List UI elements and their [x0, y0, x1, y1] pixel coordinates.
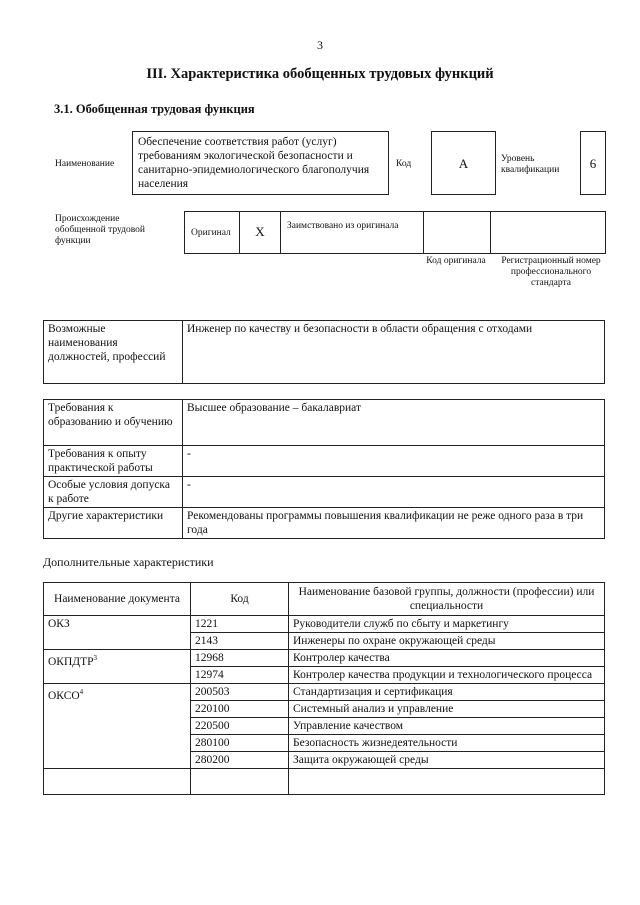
section-title: III. Характеристика обобщенных трудовых функций	[146, 66, 494, 82]
name-cell: Стандартизация и сертификация	[289, 684, 605, 701]
code-cell: 220100	[191, 701, 289, 718]
original-label: Оригинал	[191, 228, 231, 238]
name-cell: Контролер качества	[289, 650, 605, 667]
name-cell: Управление качеством	[289, 718, 605, 735]
additional-title: Дополнительные характеристики	[43, 555, 214, 569]
req-other-label: Другие характеристики	[44, 508, 183, 539]
code-cell: 2143	[191, 633, 289, 650]
name-cell: Защита окружающей среды	[289, 752, 605, 769]
req-experience-label: Требования к опыту практической работы	[44, 446, 183, 477]
code-original-caption: Код оригинала	[426, 256, 486, 266]
page-number: 3	[317, 38, 323, 52]
doc-okz: ОКЗ	[44, 616, 191, 650]
name-cell: Контролер качества продукции и технологического процесса	[289, 667, 605, 684]
req-education-value: Высшее образование – бакалавриат	[183, 400, 605, 446]
additional-table	[43, 582, 605, 795]
code-value: A	[431, 131, 496, 195]
code-cell: 12968	[191, 650, 289, 667]
function-name-box	[132, 131, 389, 195]
code-cell: 12974	[191, 667, 289, 684]
req-education-label: Требования к образованию и обучению	[44, 400, 183, 446]
subsection-title: 3.1. Обобщенная трудовая функция	[54, 102, 255, 116]
positions-label: Возможные наименования должностей, профессий	[44, 321, 183, 384]
code-cell: 200503	[191, 684, 289, 701]
name-cell: Инженеры по охране окружающей среды	[289, 633, 605, 650]
origin-label: Происхождение обобщенной трудовой функции	[55, 214, 145, 246]
name-cell: Безопасность жизнедеятельности	[289, 735, 605, 752]
name-cell: Руководители служб по сбыту и маркетингу	[289, 616, 605, 633]
header-name: Наименование базовой группы, должности (профессии) или специальности	[289, 583, 605, 616]
original-mark: X	[255, 224, 265, 239]
empty-cell	[44, 769, 191, 795]
requirements-table	[43, 399, 605, 539]
level-label: Уровень квалификации	[501, 154, 560, 175]
empty-cell	[191, 769, 289, 795]
origin-table	[184, 211, 606, 254]
req-other-value: Рекомендованы программы повышения квалификации не реже одного раза в три года	[183, 508, 605, 539]
positions-table	[43, 320, 605, 384]
header-document: Наименование документа	[44, 583, 191, 616]
req-admission-value: -	[183, 477, 605, 508]
borrowed-label: Заимствовано из оригинала	[287, 221, 399, 231]
code-label: Код	[396, 159, 412, 169]
positions-value: Инженер по качеству и безопасности в области обращения с отходами	[183, 321, 605, 384]
name-label: Наименование	[55, 159, 115, 169]
code-cell: 280200	[191, 752, 289, 769]
function-name-value: Обеспечение соответствия работ (услуг) требованиям экологической безопасности и санитарно-эпидемиологического благополучия населения	[138, 136, 370, 190]
name-cell: Системный анализ и управление	[289, 701, 605, 718]
header-code: Код	[191, 583, 289, 616]
doc-okpdtr: ОКПДТР$^3$	[44, 650, 191, 684]
reg-number-caption: Регистрационный номер профессионального стандарта	[501, 256, 601, 288]
doc-okso: ОКСО$^4$	[44, 684, 191, 769]
code-cell: 220500	[191, 718, 289, 735]
req-admission-label: Особые условия допуска к работе	[44, 477, 183, 508]
req-experience-value: -	[183, 446, 605, 477]
code-cell: 1221	[191, 616, 289, 633]
code-cell: 280100	[191, 735, 289, 752]
empty-cell	[289, 769, 605, 795]
level-value: 6	[580, 131, 606, 195]
